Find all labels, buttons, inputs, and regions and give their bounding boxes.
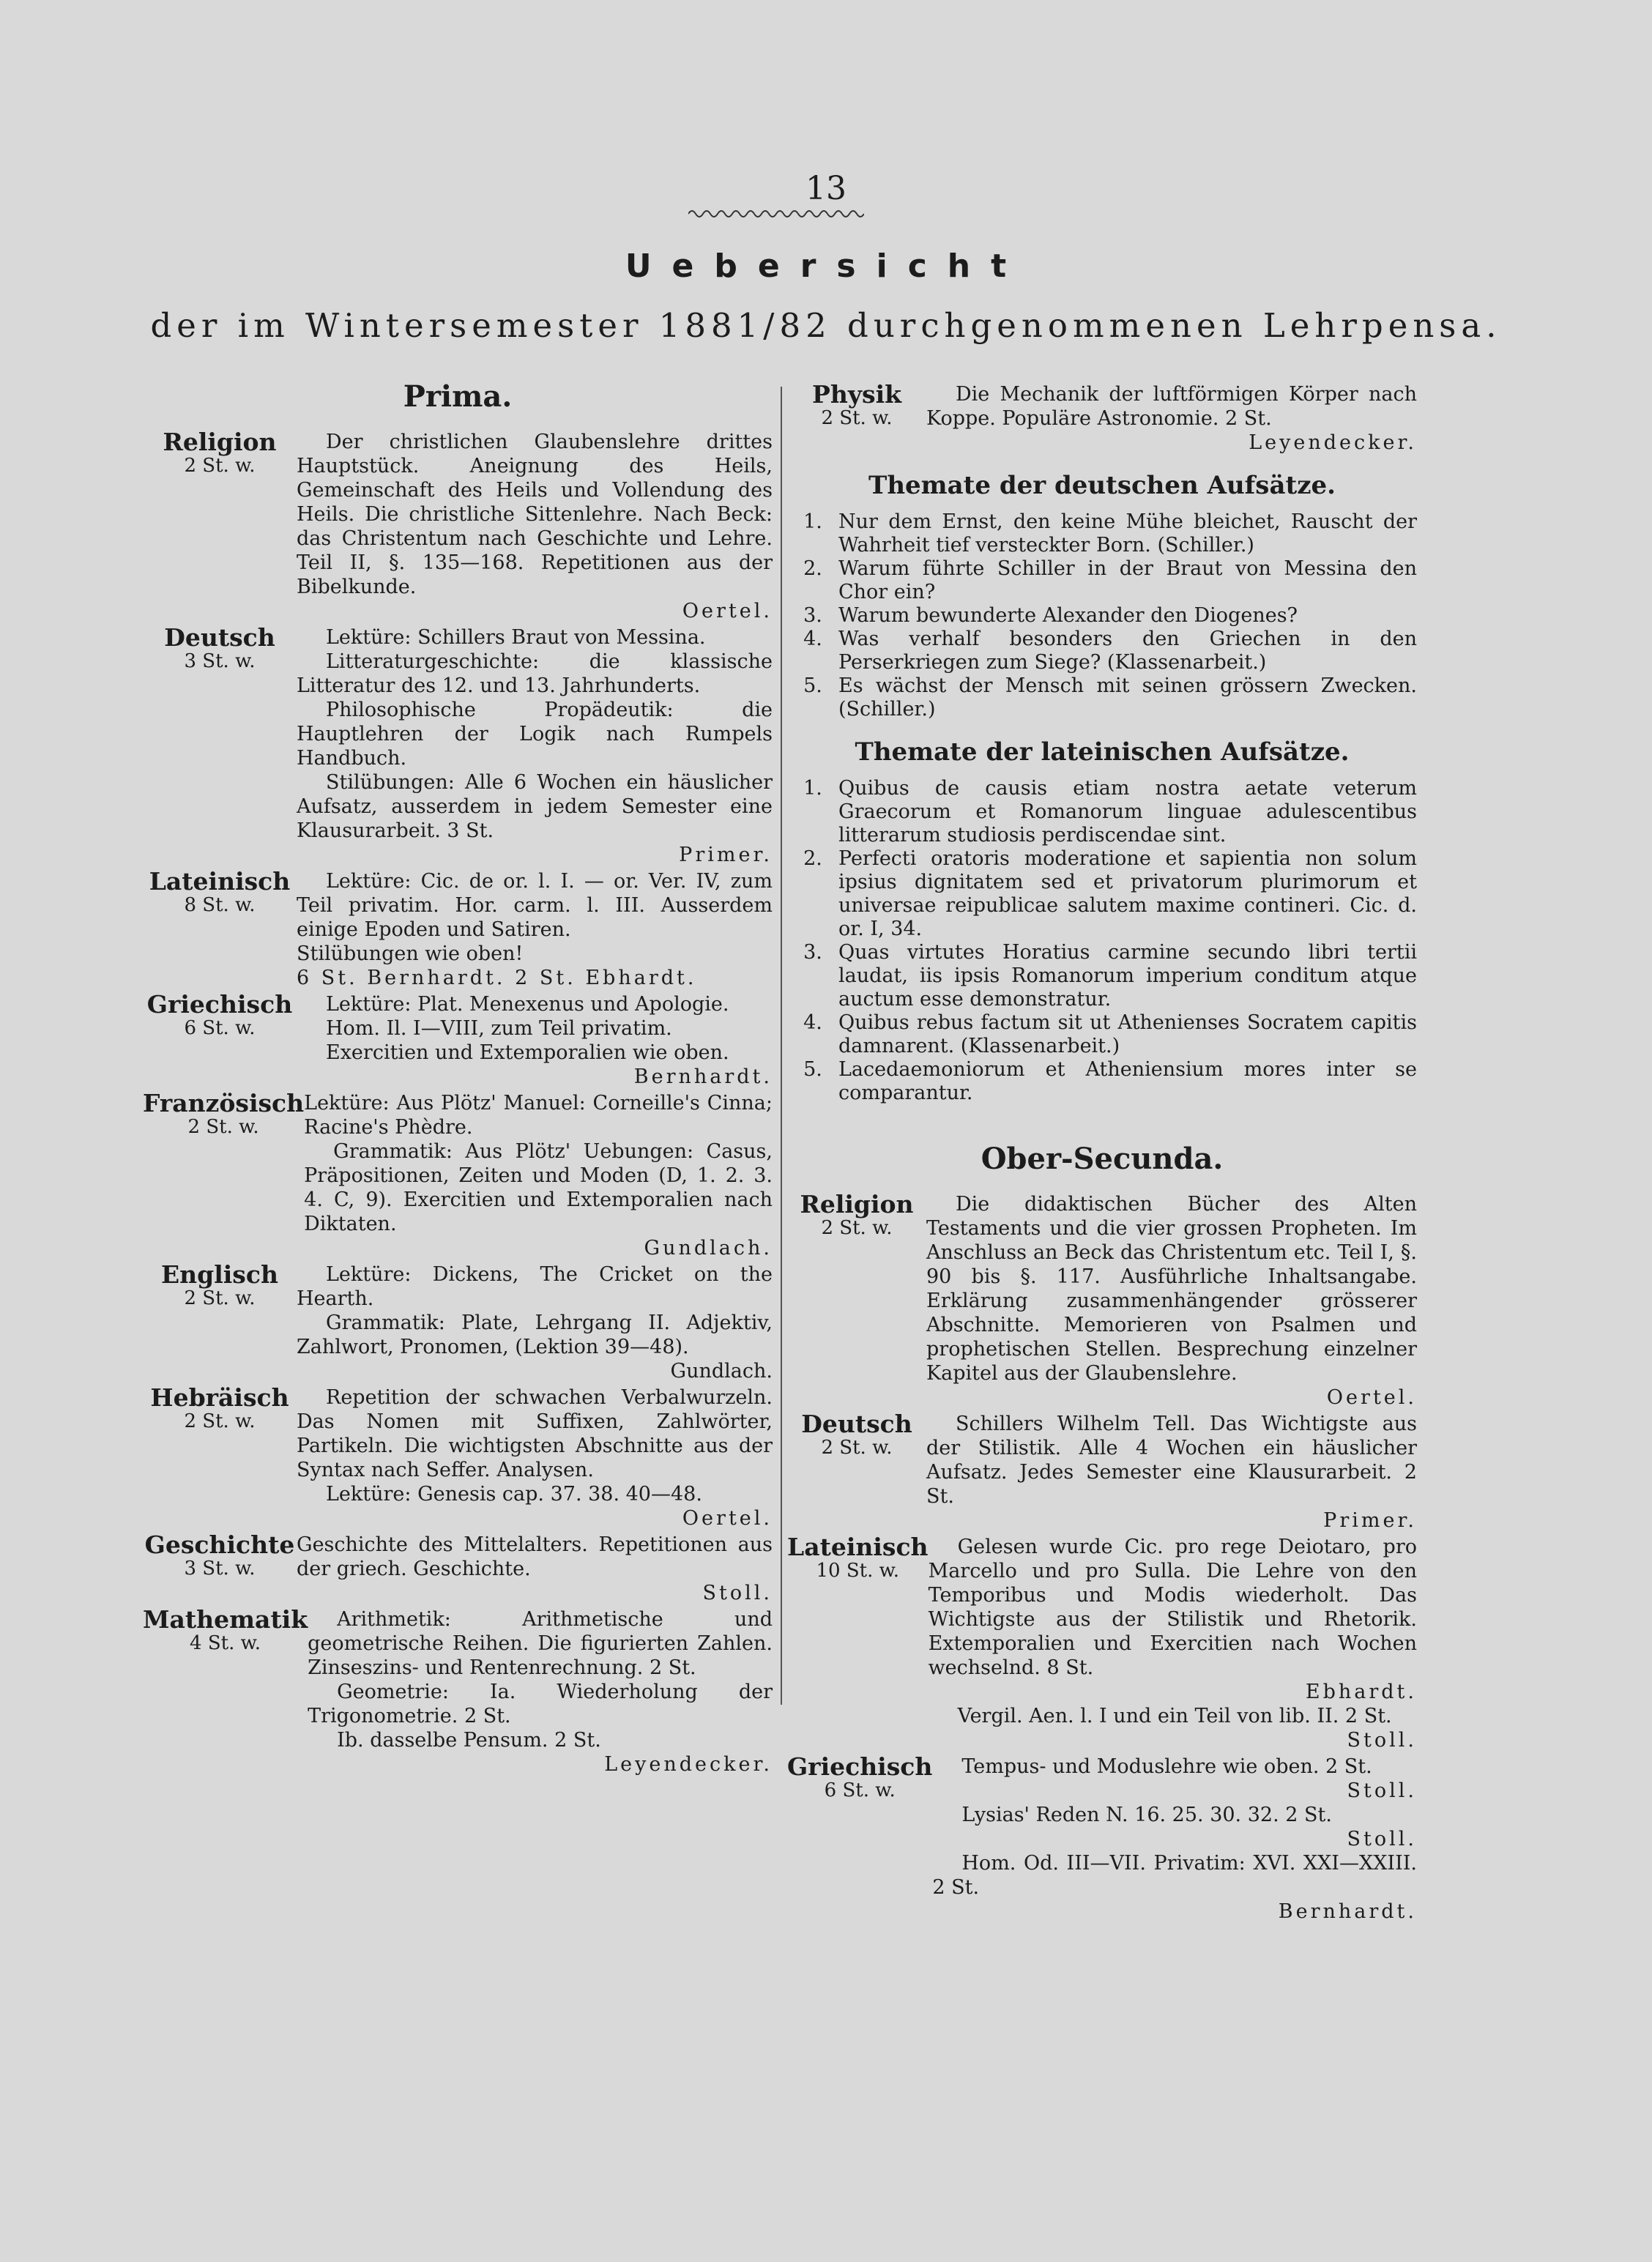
list-item [787, 1011, 1417, 1058]
teacher-name: Leyendecker. [604, 1753, 773, 1776]
teacher-name: Gundlach. [644, 1237, 773, 1260]
subject-text: Tempus- und Moduslehre wie oben. 2 St. [961, 1755, 1372, 1778]
section-heading-lateinische-aufsaetze: Themate der lateinischen Aufsätze. [855, 737, 1350, 767]
teacher-name: Gundlach. [670, 1360, 773, 1383]
item-number: 4. [803, 628, 822, 650]
subject-text: Grammatik: Aus Plötz' Uebungen: Casus, Präpositionen, Zeiten und Moden (D, 1. 2. 3. 4. C, 9). Exercitien und Extemporalien nach Diktaten. [304, 1140, 773, 1235]
subject-text: Ib. dasselbe Pensum. 2 St. [337, 1729, 601, 1752]
teacher-name: Stoll. [1347, 1779, 1417, 1802]
list-item [787, 510, 1417, 557]
item-text: Lacedaemoniorum et Atheniensium mores inter se comparantur. [838, 1058, 1417, 1104]
subject-deutsch [143, 625, 773, 867]
subject-hours: 2 St. w. [184, 455, 256, 477]
item-number: 2. [803, 557, 822, 580]
teacher-name: Primer. [1323, 1509, 1417, 1532]
item-number: 3. [803, 941, 822, 964]
teacher-name: Stoll. [702, 1582, 773, 1604]
item-text: Warum führte Schiller in der Braut von Messina den Chor ein? [838, 557, 1417, 603]
page-number: 13 [805, 170, 847, 207]
subject-hours: 2 St. w. [821, 407, 893, 429]
subject-hours: 2 St. w. [187, 1116, 259, 1138]
subject-text: Der christlichen Glaubenslehre drittes Hauptstück. Aneignung des Heils, Gemeinschaft des Heils und Vollendung des Heils. Die christliche Sittenlehre. Nach Beck: das Christentum nach Geschichte und Lehre. Teil II, §. 135—168. Repetitionen aus der Bibelkunde. [297, 431, 773, 598]
subject-text: Hom. Od. III—VII. Privatim: XVI. XXI—XXIII. 2 St. [932, 1852, 1417, 1899]
page-subtitle: der im Wintersemester 1881/82 durchgenommenen Lehrpensa. [150, 306, 1502, 345]
teacher-name: Leyendecker. [1249, 431, 1417, 454]
subject-hours: 6 St. w. [184, 1017, 256, 1039]
subject-hours: 2 St. w. [184, 1287, 256, 1309]
item-text: Quibus de causis etiam nostra aetate veterum Graecorum et Romanorum linguae adulescentibus litterarum studiosis perdiscendae sint. [838, 777, 1417, 847]
teacher-name: Ebhardt. [1305, 1681, 1417, 1703]
subject-name: Französisch [143, 1089, 305, 1117]
subject-name: Griechisch [787, 1752, 933, 1781]
subject-name: Physik [812, 380, 901, 409]
subject-text: Vergil. Aen. l. I und ein Teil von lib. II. 2 St. [957, 1705, 1392, 1727]
subject-lateinisch-os [787, 1535, 1417, 1752]
subject-name: Hebräisch [150, 1383, 289, 1412]
section-heading-prima: Prima. [403, 379, 513, 414]
teacher-name: Oertel. [682, 1507, 773, 1530]
left-column [143, 375, 773, 1779]
list-item [787, 604, 1417, 628]
item-number: 1. [803, 510, 822, 533]
item-text: Quas virtutes Horatius carmine secundo libri tertii laudat, iis ipsis Romanorum imperium conditum atque auctum esse demonstratur. [838, 941, 1417, 1011]
item-number: 1. [803, 777, 822, 800]
item-text: Es wächst der Mensch mit seinen grössern Zwecken. (Schiller.) [838, 674, 1417, 721]
subject-text: Arithmetik: Arithmetische und geometrische Reihen. Die figurierten Zahlen. Zinseszins- und Rentenrechnung. 2 St. [308, 1608, 773, 1679]
subject-physik [787, 382, 1417, 455]
subject-text: Repetition der schwachen Verbalwurzeln. Das Nomen mit Suffixen, Zahlwörter, Partikeln. Die wichtigsten Abschnitte aus der Syntax nach Seffer. Analysen. [297, 1386, 773, 1481]
teacher-name: Oertel. [682, 600, 773, 622]
subject-hours: 3 St. w. [184, 650, 256, 672]
subject-hours: 2 St. w. [184, 1410, 256, 1432]
subject-text: Geschichte des Mittelalters. Repetitionen aus der griech. Geschichte. [297, 1533, 773, 1580]
item-text: Quibus rebus factum sit ut Athenienses Socratem capitis damnarent. (Klassenarbeit.) [838, 1011, 1417, 1057]
teacher-name: Oertel. [1326, 1386, 1417, 1409]
subject-religion [143, 430, 773, 623]
subject-text: Stilübungen: Alle 6 Wochen ein häuslicher Aufsatz, ausserdem in jedem Semester eine Klausurarbeit. 3 St. [297, 771, 773, 842]
teacher-name: Primer. [679, 844, 773, 866]
item-text: Warum bewunderte Alexander den Diogenes? [838, 604, 1298, 627]
subject-text: Stilübungen wie oben! [297, 942, 524, 965]
list-item [787, 557, 1417, 604]
item-number: 4. [803, 1011, 822, 1034]
column-divider [781, 387, 782, 1705]
list-item [787, 777, 1417, 847]
subject-text: Grammatik: Plate, Lehrgang II. Adjektiv, Zahlwort, Pronomen, (Lektion 39—48). [297, 1312, 773, 1358]
subject-text: Schillers Wilhelm Tell. Das Wichtigste aus der Stilistik. Alle 4 Wochen ein häuslicher Aufsatz. Jedes Semester eine Klausurarbeit. 2 St. [926, 1413, 1417, 1508]
list-item [787, 628, 1417, 674]
subject-text: Litteraturgeschichte: die klassische Litteratur des 12. und 13. Jahrhunderts. [297, 650, 773, 697]
subject-text: Lektüre: Aus Plötz' Manuel: Corneille's Cinna; Racine's Phèdre. [304, 1092, 773, 1139]
subject-text: Gelesen wurde Cic. pro rege Deiotaro, pro Marcello und pro Sulla. Die Lehre von den Temporibus und Modis wiederholt. Das Wichtigste aus der Stilistik und Rhetorik. Extemporalien und Exercitien nach Wochen wechselnd. 8 St. [928, 1536, 1417, 1679]
subject-hours: 10 St. w. [816, 1560, 900, 1582]
list-item [787, 674, 1417, 721]
subject-name: Mathematik [143, 1605, 308, 1634]
subject-name: Englisch [161, 1260, 278, 1289]
subject-text: Lektüre: Schillers Braut von Messina. [326, 626, 706, 649]
section-heading-ober-secunda: Ober-Secunda. [981, 1142, 1224, 1176]
subject-text: Hom. Il. I—VIII, zum Teil privatim. [326, 1017, 672, 1040]
subject-name: Religion [800, 1190, 914, 1219]
subject-hours: 8 St. w. [184, 894, 256, 916]
subject-griechisch-os [787, 1752, 1417, 1924]
subject-franzoesisch [143, 1091, 773, 1260]
subject-text: Geometrie: Ia. Wiederholung der Trigonometrie. 2 St. [308, 1681, 773, 1727]
subject-name: Lateinisch [149, 867, 291, 896]
subject-text: Lektüre: Dickens, The Cricket on the Hearth. [297, 1263, 773, 1310]
teacher-name: Stoll. [1347, 1729, 1417, 1752]
subject-name: Deutsch [164, 623, 275, 652]
subject-englisch [143, 1262, 773, 1383]
teacher-name: 6 St. Bernhardt. 2 St. Ebhardt. [297, 967, 697, 989]
subject-text: Lektüre: Genesis cap. 37. 38. 40—48. [326, 1483, 702, 1506]
subject-hours: 3 St. w. [184, 1558, 256, 1580]
list-item [787, 847, 1417, 941]
subject-text: Lektüre: Plat. Menexenus und Apologie. [326, 993, 729, 1016]
subject-griechisch [143, 992, 773, 1089]
subject-name: Geschichte [144, 1530, 295, 1559]
subject-name: Religion [163, 428, 277, 456]
subject-name: Deutsch [801, 1410, 912, 1438]
item-number: 5. [803, 674, 822, 697]
subject-text: Lektüre: Cic. de or. l. I. — or. Ver. IV, zum Teil privatim. Hor. carm. l. III. Ausserdem einige Epoden und Satiren. [297, 870, 773, 941]
subject-name: Lateinisch [787, 1533, 929, 1561]
subject-hours: 2 St. w. [821, 1437, 893, 1459]
subject-text: Die didaktischen Bücher des Alten Testaments und die vier grossen Propheten. Im Anschluss an Beck das Christentum etc. Teil I, §. 90 bis §. 117. Ausführliche Inhaltsangabe. Erklärung zusammenhängender grösserer Abschnitte. Memorieren von Psalmen und prophetischen Stellen. Besprechung einzelner Kapitel aus der Glaubenslehre. [926, 1193, 1417, 1385]
subject-text: Die Mechanik der luftförmigen Körper nach Koppe. Populäre Astronomie. 2 St. [926, 383, 1417, 430]
item-number: 5. [803, 1058, 822, 1081]
teacher-name: Stoll. [1347, 1828, 1417, 1850]
item-text: Nur dem Ernst, den keine Mühe bleichet, Rauscht der Wahrheit tief versteckter Born. (Schiller.) [838, 510, 1417, 557]
list-item [787, 1058, 1417, 1105]
item-number: 2. [803, 847, 822, 870]
subject-hours: 4 St. w. [190, 1632, 261, 1654]
item-text: Perfecti oratoris moderatione et sapientia non solum ipsius dignitatem sed et privatorum plurimorum et universae reipublicae salutem maxime contineri. Cic. d. or. I, 34. [838, 847, 1417, 940]
right-column [787, 382, 1417, 1926]
subject-geschichte [143, 1530, 773, 1605]
subject-name: Griechisch [146, 990, 293, 1019]
subject-religion-os [787, 1192, 1417, 1410]
teacher-name: Bernhardt. [1278, 1900, 1417, 1923]
subject-hours: 6 St. w. [824, 1779, 896, 1801]
teacher-name: Bernhardt. [633, 1065, 773, 1088]
page-title: Uebersicht [625, 248, 1027, 285]
item-text: Was verhalf besonders den Griechen in den Perserkriegen zum Siege? (Klassenarbeit.) [838, 628, 1417, 674]
subject-hebraeisch [143, 1385, 773, 1530]
subject-mathematik [143, 1607, 773, 1777]
ornament-squiggle [688, 207, 864, 221]
subject-lateinisch [143, 869, 773, 990]
section-heading-deutsche-aufsaetze: Themate der deutschen Aufsätze. [868, 471, 1336, 500]
item-number: 3. [803, 604, 822, 627]
list-item [787, 941, 1417, 1011]
subject-text: Exercitien und Extemporalien wie oben. [326, 1041, 729, 1064]
subject-text: Lysias' Reden N. 16. 25. 30. 32. 2 St. [961, 1804, 1332, 1826]
subject-deutsch-os [787, 1412, 1417, 1533]
subject-hours: 2 St. w. [821, 1217, 893, 1239]
subject-text: Philosophische Propädeutik: die Hauptlehren der Logik nach Rumpels Handbuch. [297, 699, 773, 770]
